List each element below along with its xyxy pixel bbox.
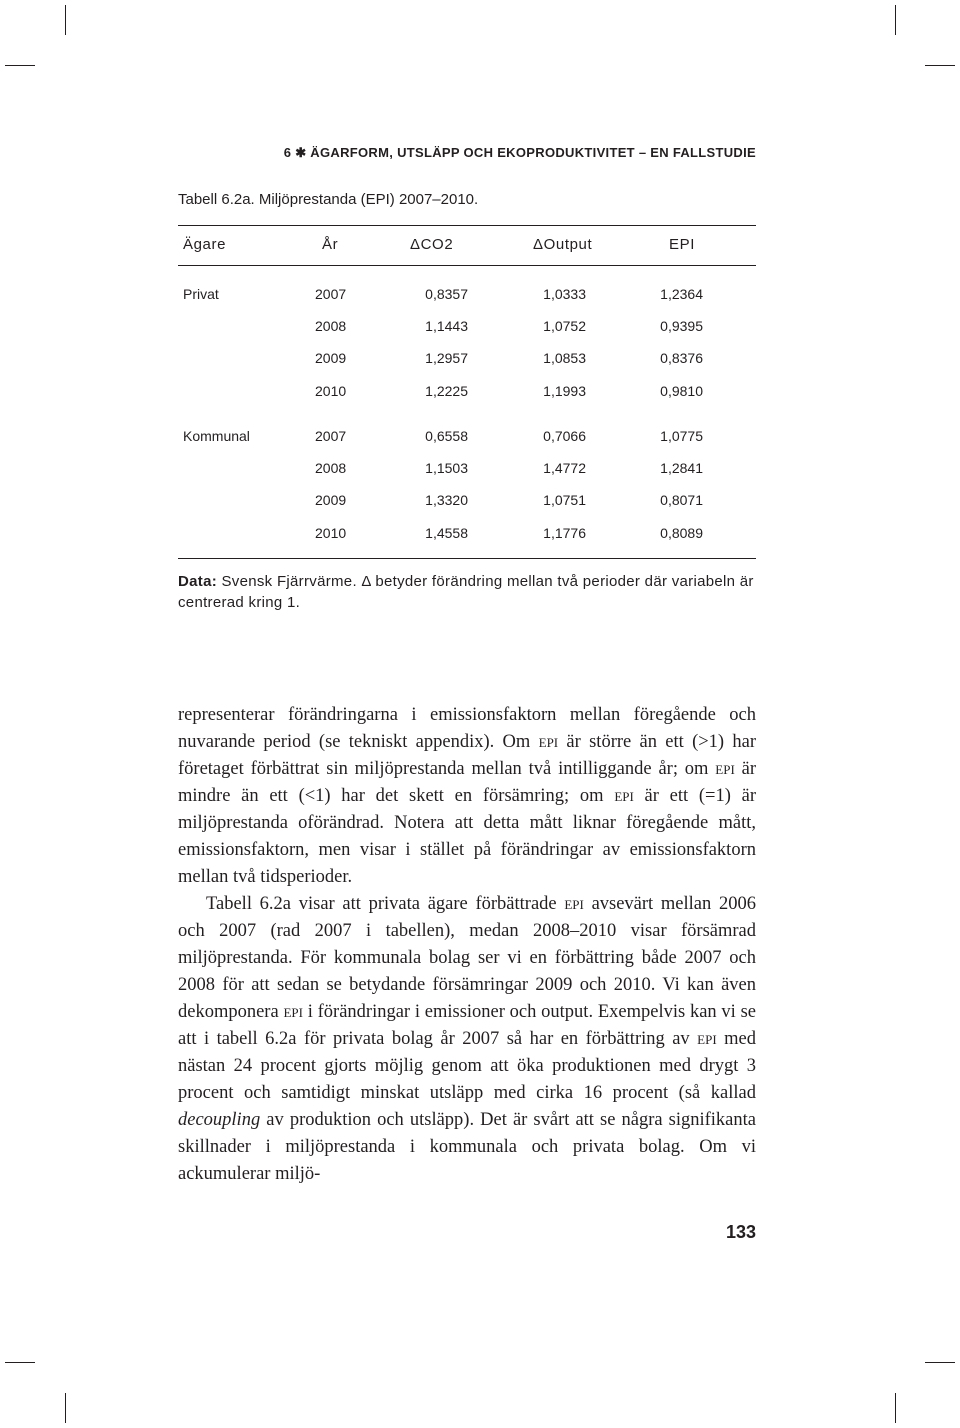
row-owner: Kommunal [183,428,250,444]
column-header-co2: ΔCO2 [410,236,454,253]
row-co2: 0,6558 [425,428,468,444]
note-text: Svensk Fjärrvärme. Δ betyder förändring mellan två perioder där variabeln är centrerad kring 1. [178,573,754,611]
table-top-rule [178,225,756,226]
row-year: 2010 [315,525,347,541]
page-number: 133 [725,1222,756,1242]
crop-mark [925,1362,955,1363]
running-header: 6 ✱ ÄGARFORM, UTSLÄPP OCH EKOPRODUKTIVITET – EN FALLSTUDIE [283,145,756,160]
row-epi: 0,9395 [660,318,703,334]
row-epi: 1,2841 [660,460,703,476]
crop-mark [5,1362,35,1363]
table-caption: Tabell 6.2a. Miljöprestanda (EPI) 2007–2010. [178,191,479,208]
row-co2: 1,2225 [425,383,468,399]
row-epi: 0,8089 [660,525,703,541]
row-output: 1,4772 [543,460,586,476]
note-label: Data: [178,573,218,590]
row-output: 1,0752 [543,318,586,334]
row-co2: 1,1443 [425,318,468,334]
row-output: 1,0751 [543,492,586,508]
column-header-epi: EPI [669,236,695,253]
row-output: 1,0333 [543,286,586,302]
row-output: 0,7066 [543,428,586,444]
row-output: 1,0853 [543,350,586,366]
table-bottom-rule [178,558,756,559]
column-header-year: År [322,236,339,253]
table-header-rule [178,265,756,266]
row-epi: 0,8071 [660,492,703,508]
row-output: 1,1993 [543,383,586,399]
row-co2: 1,2957 [425,350,468,366]
row-year: 2008 [315,460,347,476]
body-paragraph-1: representerar förändringarna i emissionsfaktorn mellan föregående och nuvarande period (se tekniskt appendix). Om epi är större än ett (>1) har företaget förbättrat sin miljöprestanda mellan två intilliggande år; om epi är mindre än ett (<1) har det skett en försämring; om epi är ett (=1) är miljöprestanda oförändrad. Notera att detta mått liknar föregående mått, emissionsfaktorn, men visar i stället på förändringar av emissionsfaktorn mellan två tidsperioder. [178,705,757,887]
crop-mark [65,5,66,35]
body-paragraph-2: Tabell 6.2a visar att privata ägare förbättrade epi avsevärt mellan 2006 och 2007 (rad 2007 i tabellen), medan 2008–2010 visar försämrad miljöprestanda. För kommunala bolag ser vi en förbättring både 2007 och 2008 för att sedan se betydande försämringar 2009 och 2010. Vi kan även dekomponera epi i förändringar i emissioner och output. Exempelvis kan vi se att i tabell 6.2a för privata bolag år 2007 så har en förbättring av epi med nästan 24 procent gjorts möjlig genom att öka produktionen med drygt 3 procent och samtidigt minskat utsläpp med cirka 16 procent (så kallad decoupling av produktion och utsläpp). Det är svårt att se några signifikanta skillnader i miljöprestanda i kommunala och privata bolag. Om vi ackumulerar miljö- [178,894,756,1184]
row-epi: 1,0775 [660,428,703,444]
crop-mark [895,5,896,35]
column-header-owner: Ägare [183,236,227,253]
row-co2: 1,3320 [425,492,468,508]
row-co2: 0,8357 [425,286,468,302]
crop-mark [925,65,955,66]
table-note [178,571,756,613]
crop-mark [65,1393,66,1423]
row-year: 2007 [315,428,347,444]
crop-mark [895,1393,896,1423]
row-year: 2010 [315,383,347,399]
row-epi: 0,8376 [660,350,703,366]
row-co2: 1,4558 [425,525,468,541]
row-year: 2007 [315,286,347,302]
crop-mark [5,65,35,66]
row-output: 1,1776 [543,525,586,541]
row-epi: 1,2364 [660,286,703,302]
row-year: 2008 [315,318,347,334]
column-header-output: ΔOutput [533,236,593,253]
body-text [178,702,756,1188]
row-year: 2009 [315,492,347,508]
row-epi: 0,9810 [660,383,703,399]
row-co2: 1,1503 [425,460,468,476]
row-year: 2009 [315,350,347,366]
row-owner: Privat [183,286,219,302]
